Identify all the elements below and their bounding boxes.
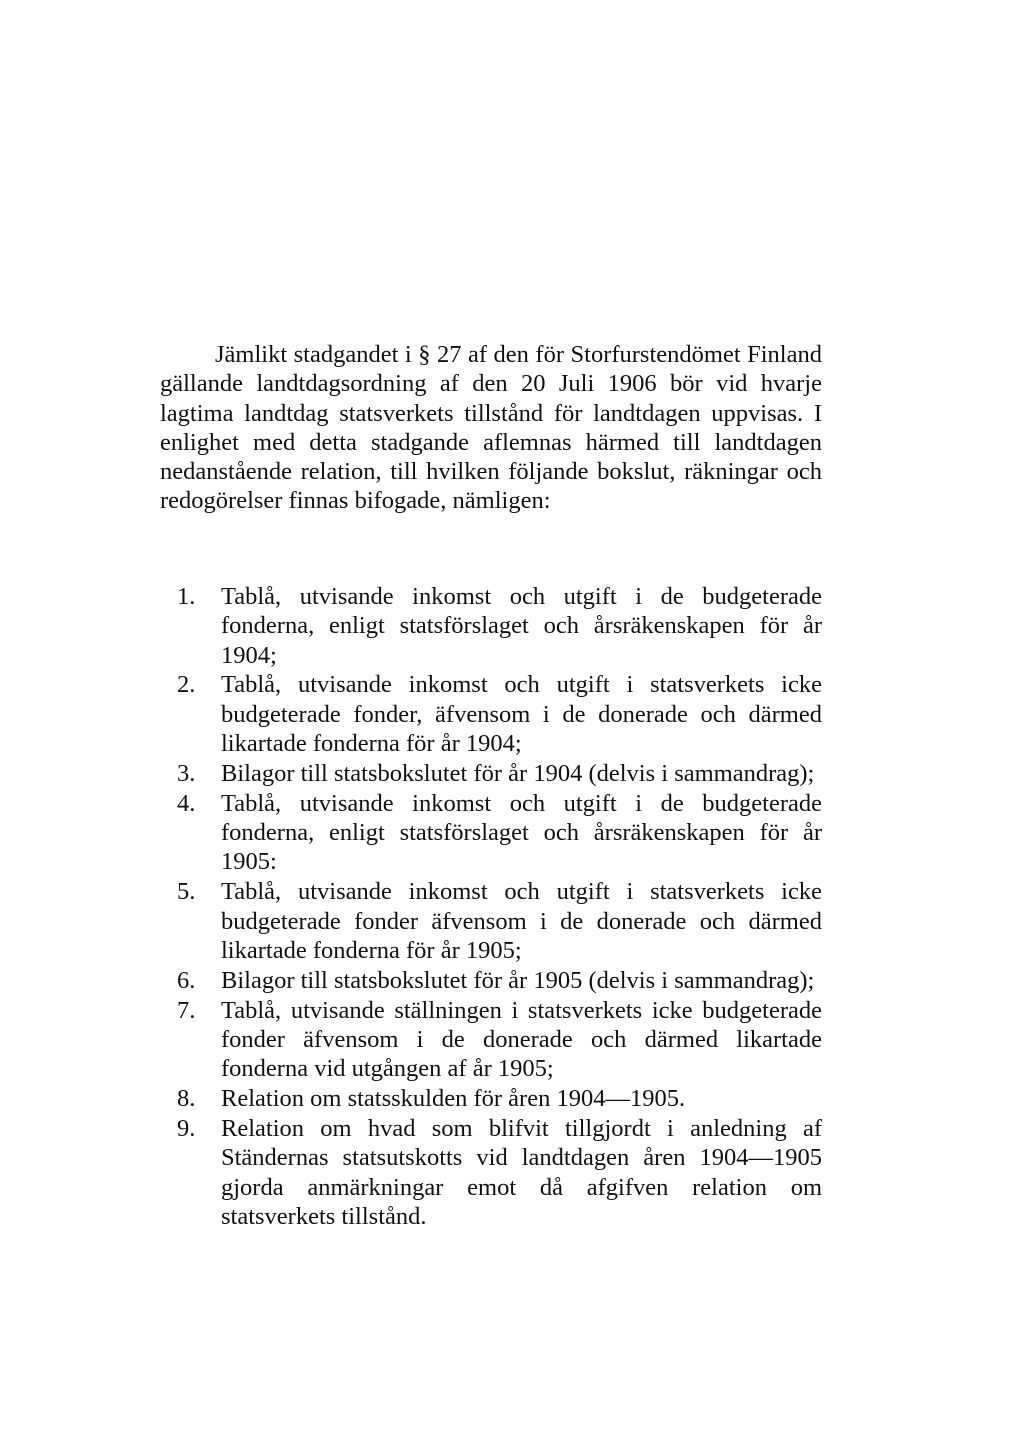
item-number: 7. — [177, 996, 196, 1024]
list-item — [160, 582, 822, 670]
list-item — [160, 670, 822, 758]
item-text: Relation om statsskulden för åren 1904—1905. — [221, 1085, 686, 1113]
item-text: Relation om hvad som blifvit tillgjordt i anledning af Ständernas statsutskotts vid landtdagen åren 1904—1905 gjorda anmärkningar emot då afgifven relation om statsverkets tillstånd. — [221, 1115, 822, 1230]
item-text: Tablå, utvisande ställningen i statsverkets icke budgeterade fonder äfvensom i de donerade och därmed likartade fonderna vid utgången af år 1905; — [221, 996, 822, 1083]
item-number: 6. — [177, 966, 196, 994]
item-number: 3. — [177, 759, 196, 787]
item-number: 9. — [177, 1115, 196, 1143]
item-text: Tablå, utvisande inkomst och utgift i statsverkets icke budgeterade fonder äfvensom i de donerade och därmed likartade fonderna för år 1905; — [221, 878, 822, 964]
list-item — [160, 996, 822, 1084]
attachment-list — [160, 582, 822, 1232]
item-text: Tablå, utvisande inkomst och utgift i de budgeterade fonderna, enligt statsförslaget och årsräkenskapen för år 1904; — [221, 583, 822, 669]
item-number: 5. — [177, 878, 196, 906]
item-number: 8. — [177, 1085, 196, 1113]
list-item — [160, 759, 822, 788]
intro-paragraph: Jämlikt stadgandet i § 27 af den för Storfurstendömet Finland gällande landtdagsordning af den 20 Juli 1906 bör vid hvarje lagtima landtdag statsverkets tillstånd för landtdagen uppvisas. I enlighet med detta stadgande aflemnas härmed till landtdagen nedanstående relation, till hvilken följande bokslut, räkningar och redogörelser finnas bifogade, nämligen: — [160, 341, 822, 515]
item-number: 4. — [177, 789, 196, 817]
item-text: Tablå, utvisande inkomst och utgift i de budgeterade fonderna, enligt statsförslaget och årsräkenskapen för år 1905: — [221, 789, 822, 876]
list-item — [160, 877, 822, 965]
list-item — [160, 966, 822, 995]
list-item — [160, 1084, 822, 1113]
item-number: 1. — [177, 583, 196, 610]
list-item — [160, 789, 822, 877]
item-text: Bilagor till statsbokslutet för år 1905 (delvis i sammandrag); — [221, 966, 815, 994]
item-text: Tablå, utvisande inkomst och utgift i statsverkets icke budgeterade fonder, äfvensom i de donerade och därmed likartade fonderna för år 1904; — [221, 671, 822, 758]
item-text: Bilagor till statsbokslutet för år 1904 (delvis i sammandrag); — [221, 759, 815, 787]
item-number: 2. — [177, 671, 196, 699]
list-item — [160, 1114, 822, 1231]
